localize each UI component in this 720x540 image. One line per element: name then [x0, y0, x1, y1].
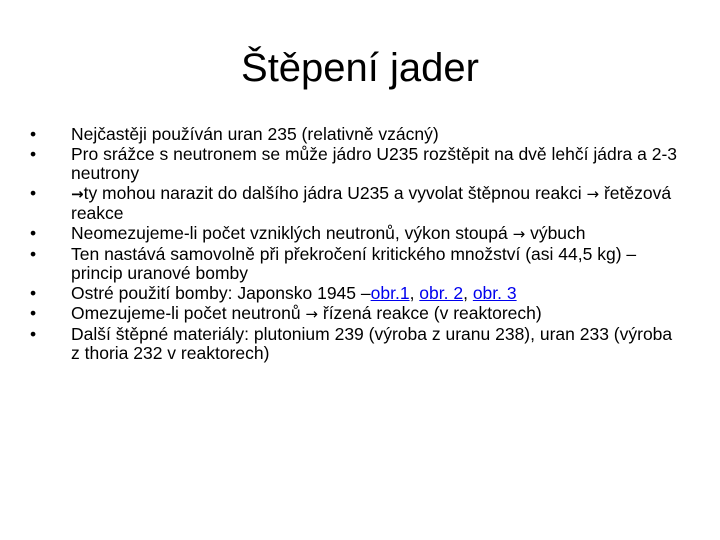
separator: ,: [463, 283, 473, 303]
arrow-right-icon: →: [305, 305, 318, 323]
bullet-text: řetězová reakce: [71, 183, 672, 223]
bullet-icon: •: [30, 324, 37, 344]
separator: ,: [409, 283, 420, 303]
slide-title: Štěpení jader: [241, 46, 479, 90]
arrow-right-icon: →: [71, 185, 84, 203]
bullet-item: [30, 304, 680, 324]
bullet-icon: •: [30, 303, 37, 323]
bullet-item: [30, 245, 680, 283]
arrow-right-icon: →: [586, 185, 600, 203]
bullet-icon: •: [30, 244, 37, 264]
bullet-icon: •: [30, 223, 37, 243]
bullet-item: [30, 224, 680, 244]
bullet-text: výbuch: [525, 223, 586, 243]
bullet-item: [30, 184, 680, 223]
image-link-3[interactable]: obr. 3: [472, 283, 517, 303]
bullet-text: Neomezujeme-li počet vzniklých neutronů, výkon stoupá: [71, 223, 513, 243]
bullet-text: Pro srážce s neutronem se může jádro U235 rozštěpit na dvě lehčí jádra a 2-3 neutrony: [71, 144, 678, 183]
bullet-icon: •: [30, 144, 37, 164]
bullet-text: Další štěpné materiály: plutonium 239 (výroba z uranu 238), uran 233 (výroba z thoria 232 v reaktorech): [71, 324, 673, 363]
bullet-text: Ostré použití bomby: Japonsko 1945 –: [71, 283, 371, 303]
bullet-icon: •: [30, 183, 37, 203]
bullet-icon: •: [30, 283, 37, 303]
bullet-list: [30, 125, 680, 364]
bullet-text: Omezujeme-li počet neutronů: [71, 303, 306, 323]
bullet-text: Ten nastává samovolně při překročení kritického množství (asi 44,5 kg) – princip uranové bomby: [71, 244, 637, 283]
image-link-1[interactable]: obr.1: [370, 283, 410, 303]
bullet-text: řízená reakce (v reaktorech): [318, 303, 542, 323]
bullet-icon: •: [30, 124, 37, 144]
bullet-item: [30, 145, 680, 183]
image-link-2[interactable]: obr. 2: [419, 283, 464, 303]
bullet-item: [30, 284, 680, 303]
bullet-item: [30, 325, 680, 363]
bullet-text: ty mohou narazit do dalšího jádra U235 a vyvolat štěpnou reakci: [83, 183, 587, 203]
bullet-text: Nejčastěji používán uran 235 (relativně vzácný): [71, 124, 439, 144]
arrow-right-icon: →: [512, 225, 526, 243]
bullet-item: [30, 125, 680, 144]
